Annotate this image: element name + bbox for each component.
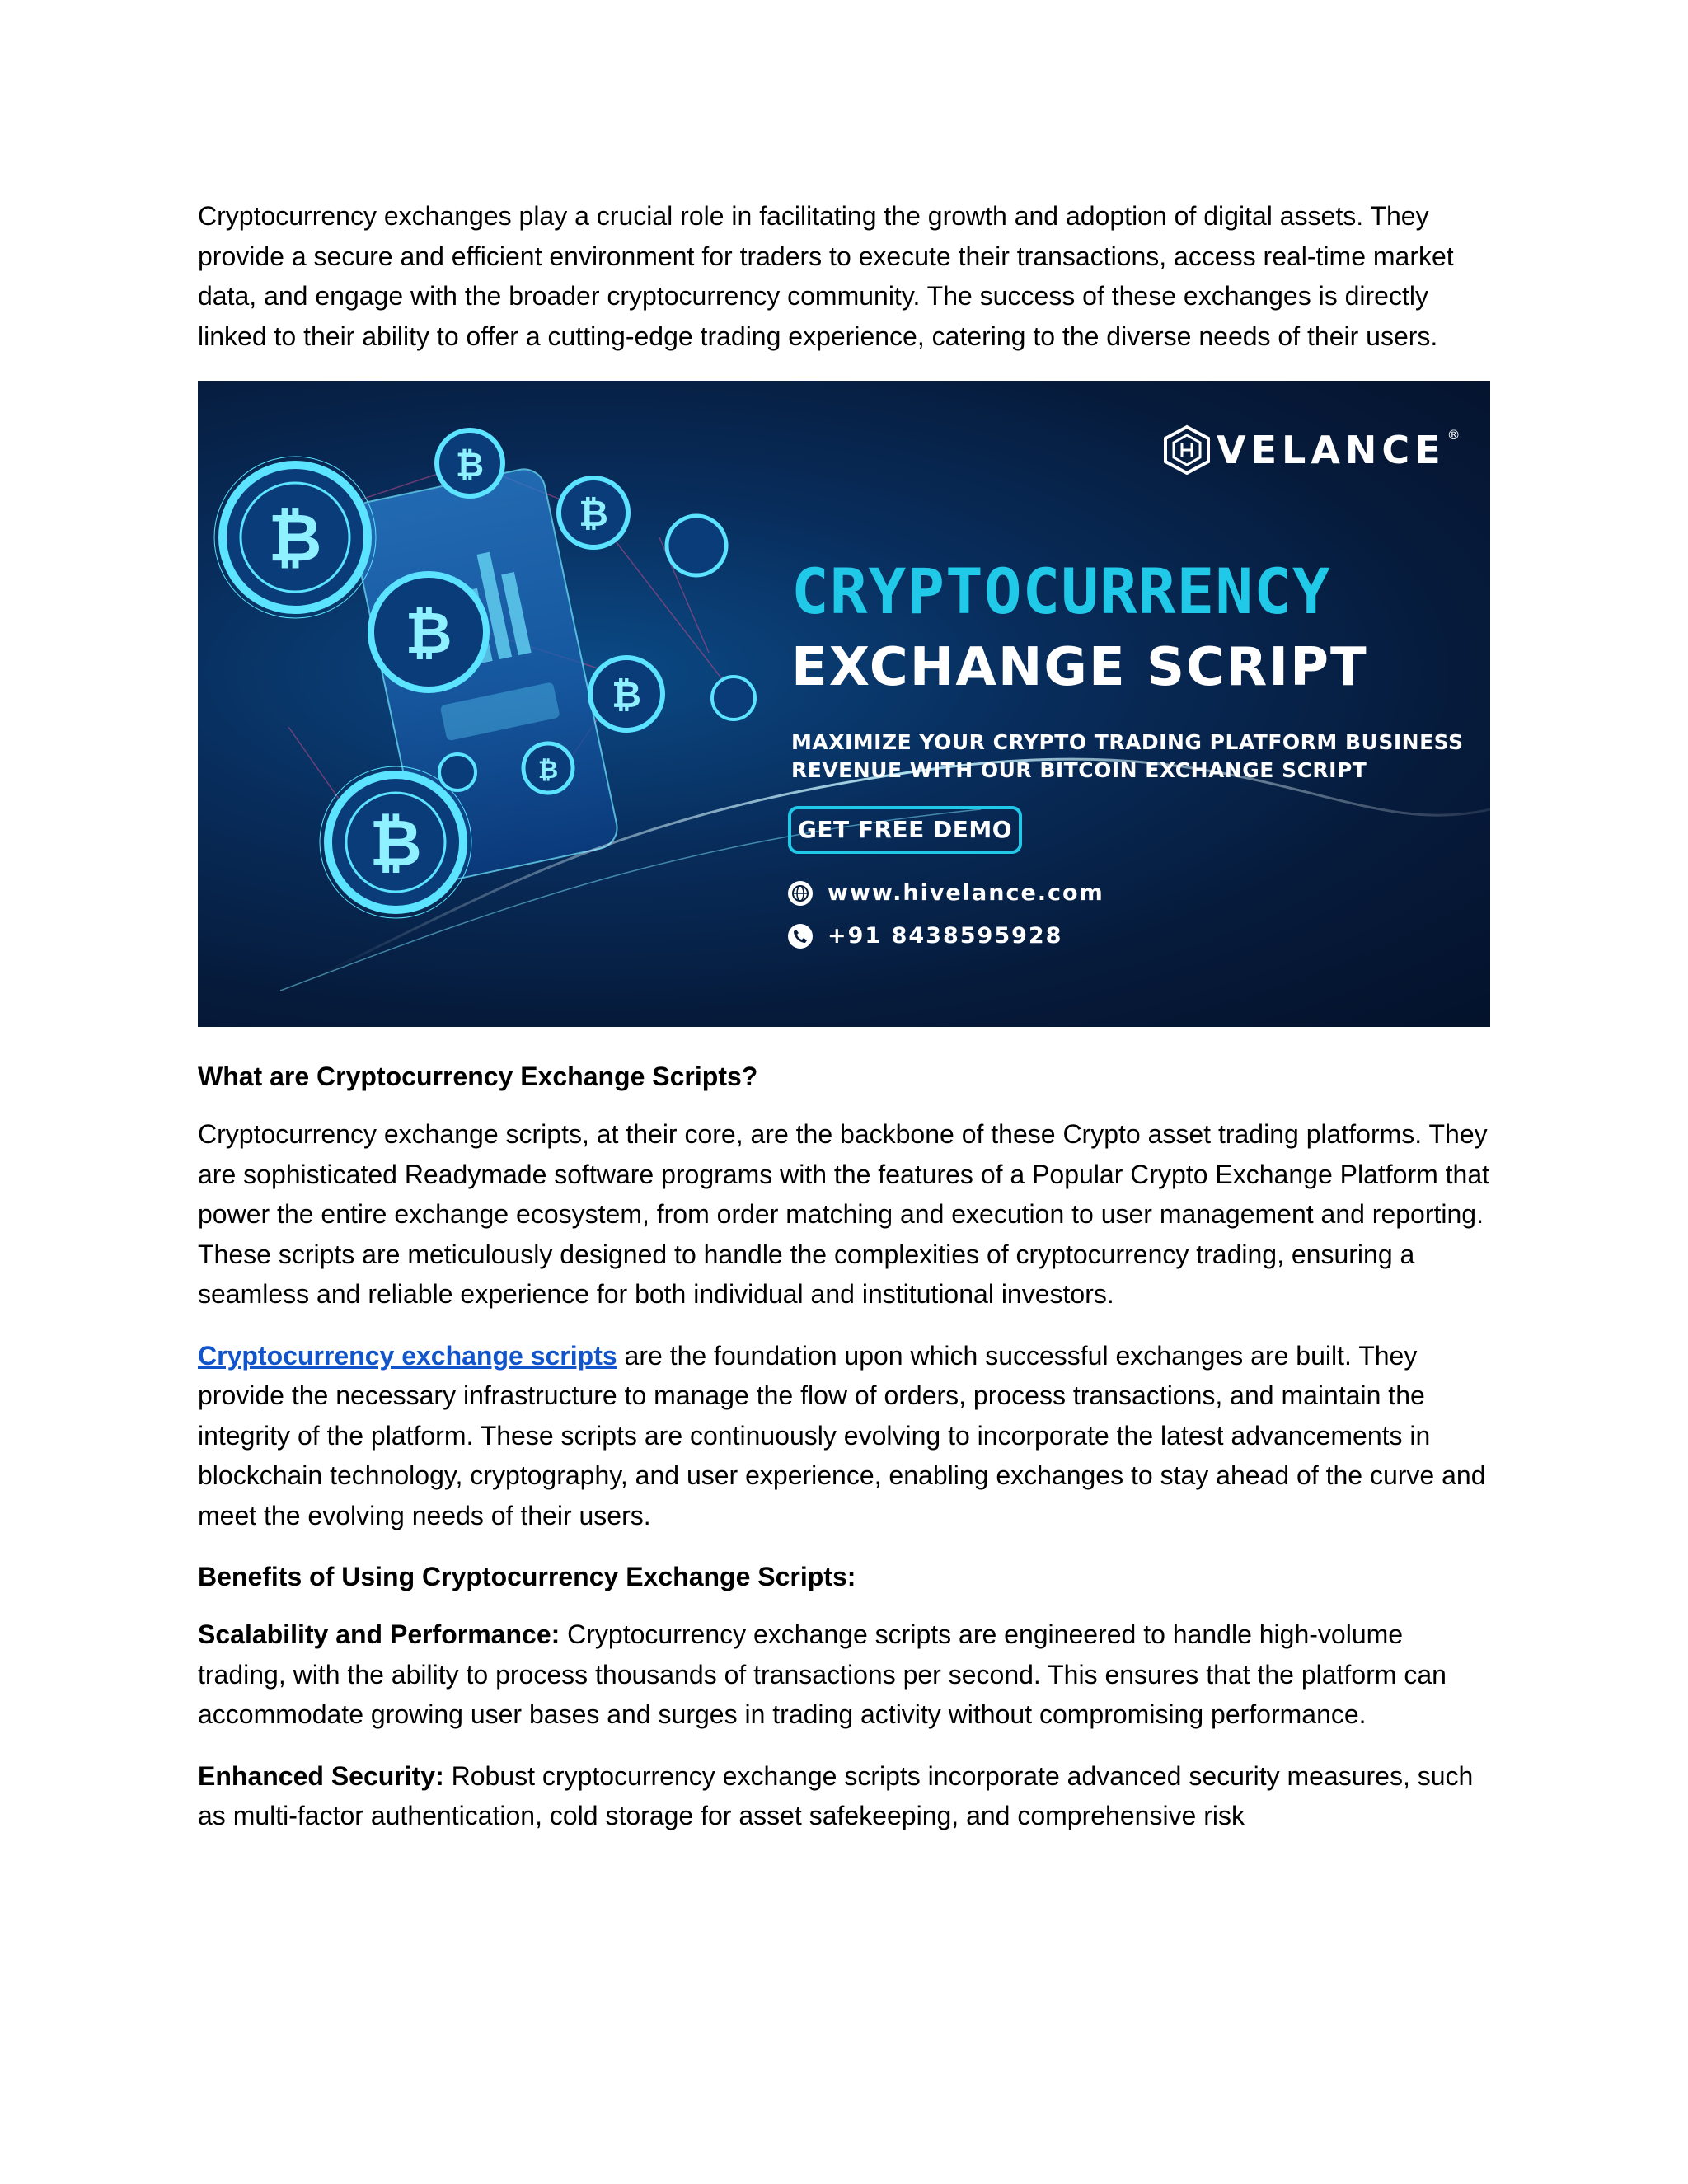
svg-text:₿: ₿ [579, 493, 608, 535]
benefit-text-scalability: Cryptocurrency exchange scripts are engineered to handle high-volume trading, with the ability to process thousands of transactions per second. This ensures that the platform can accommodate growing user bases and surges in trading activity without compromising performance. [198, 1619, 1447, 1729]
website-contact[interactable] [788, 874, 1104, 914]
phone-contact[interactable] [788, 916, 1062, 957]
get-free-demo-button[interactable]: GET FREE DEMO [788, 806, 1022, 854]
exchange-scripts-link[interactable]: Cryptocurrency exchange scripts [198, 1340, 617, 1371]
benefit-security [198, 1756, 1490, 1836]
logo-text: VELANCE [1217, 427, 1446, 472]
phone-icon [788, 924, 813, 949]
banner-subtitle: MAXIMIZE YOUR CRYPTO TRADING PLATFORM BUSINESS REVENUE WITH OUR BITCOIN EXCHANGE SCRIPT [791, 730, 1464, 782]
svg-text:₿: ₿ [268, 499, 322, 576]
svg-text:₿: ₿ [369, 807, 422, 881]
promo-banner[interactable] [198, 381, 1490, 1027]
svg-text:₿: ₿ [455, 444, 485, 485]
website-text[interactable]: www.hivelance.com [828, 880, 1104, 906]
hexagon-logo-icon [1160, 424, 1213, 476]
globe-icon [788, 881, 813, 906]
section1-paragraph2 [198, 1336, 1490, 1536]
registered-mark: ® [1447, 427, 1461, 443]
hivelance-logo [1160, 424, 1461, 476]
phone-text[interactable]: +91 8438595928 [828, 923, 1063, 949]
paragraph2-text: are the foundation upon which successful exchanges are built. They provide the necessary infrastructure to manage the flow of orders, process transactions, and maintain the integrity of the platform. These scripts are continuously evolving to incorporate the latest advancements in blockchain technology, cryptography, and user experience, enabling exchanges to stay ahead of the curve and meet the evolving needs of their users. [198, 1340, 1486, 1530]
benefit-scalability [198, 1615, 1490, 1735]
banner-title-line2: EXCHANGE SCRIPT [791, 637, 1368, 698]
banner-title-line1: CRYPTOCURRENCY [791, 555, 1331, 628]
intro-paragraph: Cryptocurrency exchanges play a crucial role in facilitating the growth and adoption of digital assets. They provide a secure and efficient environment for traders to execute their transactions, access real-time market data, and engage with the broader cryptocurrency community. The success of these exchanges is directly linked to their ability to offer a cutting-edge trading experience, catering to the diverse needs of their users. [198, 201, 1454, 351]
section-heading-benefits: Benefits of Using Cryptocurrency Exchange Scripts: [198, 1562, 856, 1591]
svg-text:₿: ₿ [612, 674, 641, 716]
benefit-label-security: Enhanced Security: [198, 1760, 444, 1791]
benefit-label-scalability: Scalability and Performance: [198, 1619, 560, 1649]
document-content [198, 196, 1490, 1858]
svg-text:₿: ₿ [405, 599, 452, 667]
svg-text:₿: ₿ [537, 756, 559, 785]
benefit-text-security: Robust cryptocurrency exchange scripts incorporate advanced security measures, such as multi-factor authentication, cold storage for asset safekeeping, and comprehensive risk [198, 1760, 1474, 1830]
section1-paragraph1: Cryptocurrency exchange scripts, at their core, are the backbone of these Crypto asset trading platforms. They are sophisticated Readymade software programs with the features of a Popular Crypto Exchange Platform that power the entire exchange ecosystem, from order matching and execution to user management and reporting. These scripts are meticulously designed to handle the complexities of cryptocurrency trading, ensuring a seamless and reliable experience for both individual and institutional investors. [198, 1119, 1490, 1309]
section-heading-what-are: What are Cryptocurrency Exchange Scripts? [198, 1062, 758, 1091]
